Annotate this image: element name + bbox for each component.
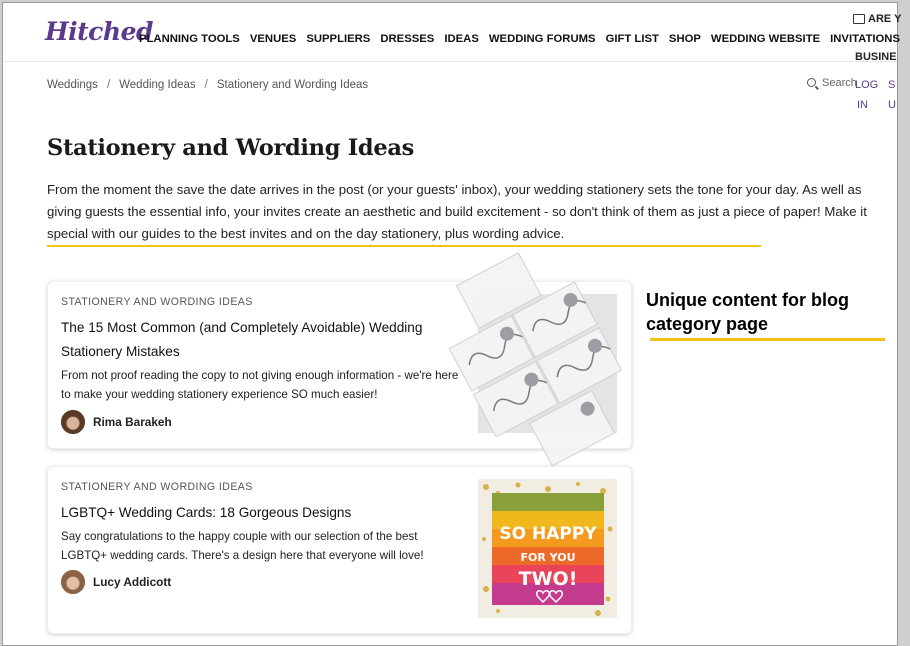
search-input[interactable]: Search (822, 77, 857, 89)
nav-ideas[interactable]: IDEAS (444, 33, 479, 45)
annotation-underline (650, 338, 885, 341)
article-excerpt: From not proof reading the copy to not giving enough information - we're here to make your wedding stationery experience SO much easier! (61, 369, 459, 401)
card-text-line1: SO HAPPY (499, 524, 597, 544)
avatar (61, 570, 85, 594)
page-frame (2, 2, 902, 646)
store-icon (853, 14, 865, 24)
article-card[interactable] (47, 466, 632, 634)
are-you-business-link[interactable] (853, 13, 901, 25)
highlight-underline (47, 245, 761, 247)
breadcrumb-current[interactable]: Stationery and Wording Ideas (216, 79, 369, 91)
main-nav (139, 33, 910, 45)
author-name: Rima Barakeh (93, 415, 172, 429)
nav-dresses[interactable]: DRESSES (380, 33, 435, 45)
invitation-cards-image (478, 294, 617, 433)
annotation-label: Unique content for blog category page (646, 290, 849, 334)
nav-gift-list[interactable]: GIFT LIST (605, 33, 659, 45)
article-category[interactable]: STATIONERY AND WORDING IDEAS (61, 481, 253, 493)
card-text-line3: TWO! (518, 568, 578, 590)
article-title[interactable]: The 15 Most Common (and Completely Avoidable) Wedding Stationery Mistakes (61, 320, 423, 359)
article-thumbnail[interactable] (478, 479, 617, 618)
page-intro: From the moment the save the date arrives in the post (or your guests' inbox), your wedding stationery sets the tone for your day. As well as giving guests the essential info, your invites create an aesthetic and build excitement - so don't think of them as just a piece of paper! Make it special with our guides to the best invites and on the day stationery, plus wording advice. (47, 182, 867, 241)
breadcrumb-weddings[interactable]: Weddings (47, 79, 98, 91)
nav-suppliers[interactable]: SUPPLIERS (306, 33, 371, 45)
card-text-line2: FOR YOU (520, 551, 576, 564)
breadcrumb-wedding-ideas[interactable]: Wedding Ideas (119, 79, 196, 91)
signup-link-line2[interactable]: U (888, 99, 896, 111)
nav-venues[interactable]: VENUES (249, 33, 297, 45)
article-category[interactable]: STATIONERY AND WORDING IDEAS (61, 296, 253, 308)
login-link-line2[interactable]: IN (857, 99, 868, 111)
avatar (61, 410, 85, 434)
hitched-logo[interactable]: Hitched (45, 17, 153, 46)
article-excerpt: Say congratulations to the happy couple with our selection of the best LGBTQ+ wedding cards. There's a design here that everyone will love! (61, 530, 424, 562)
breadcrumb (47, 79, 368, 91)
rainbow-card-image (478, 479, 617, 618)
nav-wedding-forums[interactable]: WEDDING FORUMS (488, 33, 596, 45)
breadcrumb-separator: / (106, 79, 111, 91)
search-box[interactable] (807, 77, 857, 89)
search-icon (807, 78, 816, 87)
article-thumbnail[interactable] (478, 294, 617, 433)
article-author (61, 410, 172, 434)
nav-planning-tools[interactable]: PLANNING TOOLS (139, 33, 240, 45)
nav-wedding-website[interactable]: WEDDING WEBSITE (710, 33, 821, 45)
author-name: Lucy Addicott (93, 575, 172, 589)
business-label[interactable]: BUSINE (855, 51, 897, 63)
article-card[interactable] (47, 281, 632, 449)
login-link[interactable]: LOG (855, 79, 879, 91)
are-you-label: ARE Y (868, 13, 902, 25)
article-author (61, 570, 171, 594)
signup-link[interactable]: S (888, 79, 896, 91)
site-header (3, 3, 902, 63)
nav-shop[interactable]: SHOP (668, 33, 701, 45)
page-title: Stationery and Wording Ideas (47, 135, 415, 161)
breadcrumb-separator: / (204, 79, 208, 91)
nav-invitations[interactable]: INVITATIONS (830, 33, 900, 45)
article-title[interactable]: LGBTQ+ Wedding Cards: 18 Gorgeous Designs (61, 505, 352, 520)
